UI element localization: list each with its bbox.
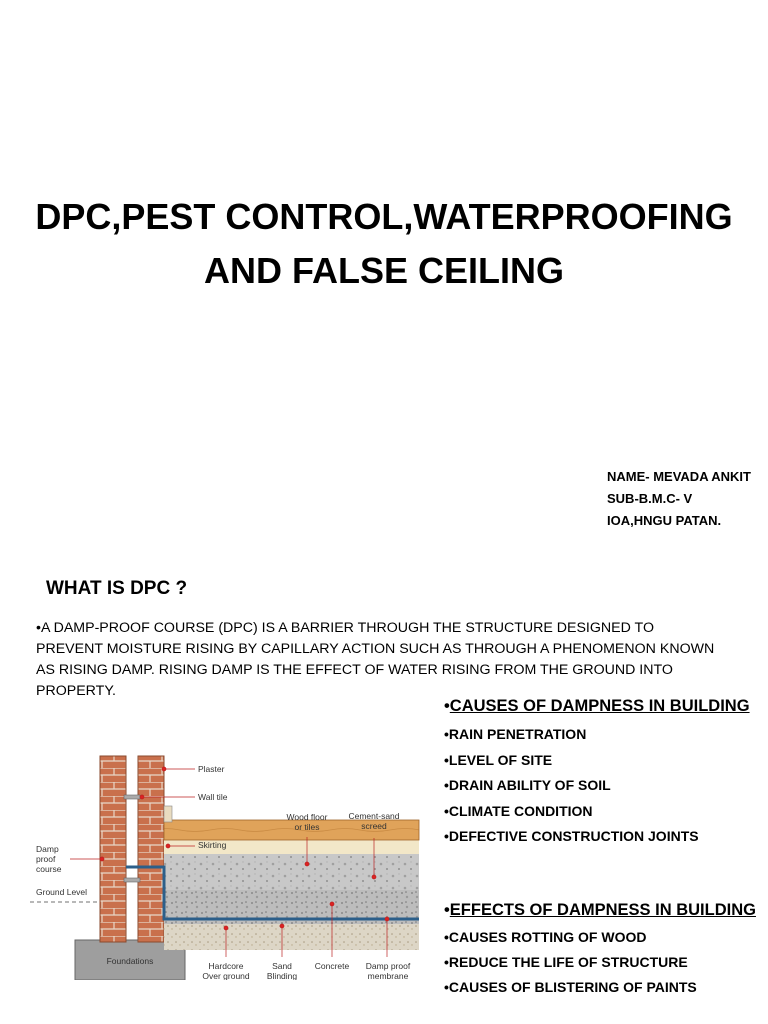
label-concrete: Concrete bbox=[314, 961, 350, 971]
label-wood-floor-1: Wood floor bbox=[286, 812, 328, 822]
list-item: •REDUCE THE LIFE OF STRUCTURE bbox=[444, 954, 688, 970]
label-dpm-1: Damp proof bbox=[365, 961, 411, 971]
author-institute: IOA,HNGU PATAN. bbox=[607, 513, 722, 528]
label-screed-1: Cement-sand bbox=[348, 811, 400, 821]
author-name: NAME- MEVADA ANKIT bbox=[607, 469, 751, 484]
brick-wall-inner bbox=[138, 756, 164, 942]
label-hardcore-2: Over ground bbox=[202, 971, 250, 980]
label-sand-1: Sand bbox=[272, 961, 292, 971]
causes-heading-text: CAUSES OF DAMPNESS IN BUILDING bbox=[449, 697, 750, 715]
label-skirting: Skirting bbox=[198, 840, 227, 850]
title-line-1: DPC,PEST CONTROL,WATERPROOFING bbox=[35, 196, 733, 237]
label-screed-2: screed bbox=[361, 821, 387, 831]
causes-heading bbox=[444, 694, 759, 718]
wall-tie-lower bbox=[124, 878, 140, 882]
effects-list bbox=[444, 898, 759, 1000]
dpc-slide bbox=[0, 560, 768, 1024]
list-item: •CLIMATE CONDITION bbox=[444, 802, 593, 819]
label-wood-floor-2: or tiles bbox=[294, 822, 320, 832]
list-item: •DEFECTIVE CONSTRUCTION JOINTS bbox=[444, 828, 699, 844]
concrete-layer bbox=[164, 852, 419, 890]
effects-heading bbox=[444, 898, 759, 922]
label-dpc-3: course bbox=[36, 864, 62, 874]
label-hardcore-1: Hardcore bbox=[208, 961, 244, 971]
list-item: •LEVEL OF SITE bbox=[444, 751, 553, 768]
brick-wall-outer bbox=[100, 756, 126, 942]
label-foundations: Foundations bbox=[106, 956, 154, 966]
label-dpm-2: membrane bbox=[367, 971, 409, 980]
skirting-board bbox=[164, 806, 172, 822]
list-item: •RAIN PENETRATION bbox=[444, 726, 587, 742]
intro-paragraph: •A DAMP-PROOF COURSE (DPC) IS A BARRIER THROUGH THE STRUCTURE DESIGNED TO PREVENT MOISTURE RISING BY CAPILLARY ACTION SUCH AS THROUGH A PHENOMENON KNOWN AS RISING DAMP. RISING DAMP IS THE EFFECT OF WATER RISING FROM THE GROUND INTO PROPERTY. bbox=[36, 620, 715, 699]
slide-title bbox=[0, 190, 768, 298]
dpc-cross-section-diagram bbox=[30, 740, 425, 980]
list-item: •DRAIN ABILITY OF SOIL bbox=[444, 777, 611, 793]
label-dpc-1: Damp bbox=[36, 844, 59, 854]
list-item: •CAUSES ROTTING OF WOOD bbox=[444, 929, 647, 945]
label-ground-level: Ground Level bbox=[36, 887, 88, 897]
wall-tie-upper bbox=[124, 795, 140, 799]
effects-bullet: • bbox=[444, 901, 450, 919]
effects-heading-text: EFFECTS OF DAMPNESS IN BUILDING bbox=[449, 901, 756, 919]
author-subject: SUB-B.M.C- V bbox=[607, 491, 693, 506]
causes-list bbox=[444, 694, 759, 850]
title-line-2: AND FALSE CEILING bbox=[203, 250, 565, 291]
label-dpc-2: proof bbox=[36, 854, 56, 864]
sand-blinding-layer bbox=[164, 924, 419, 950]
list-item: •CAUSES OF BLISTERING OF PAINTS bbox=[444, 979, 697, 995]
label-plaster: Plaster bbox=[198, 764, 225, 774]
causes-bullet: • bbox=[444, 697, 450, 715]
section-heading: WHAT IS DPC ? bbox=[46, 578, 188, 599]
label-sand-2: Blinding bbox=[266, 971, 298, 980]
author-block bbox=[607, 466, 751, 532]
label-wall-tile: Wall tile bbox=[198, 792, 228, 802]
